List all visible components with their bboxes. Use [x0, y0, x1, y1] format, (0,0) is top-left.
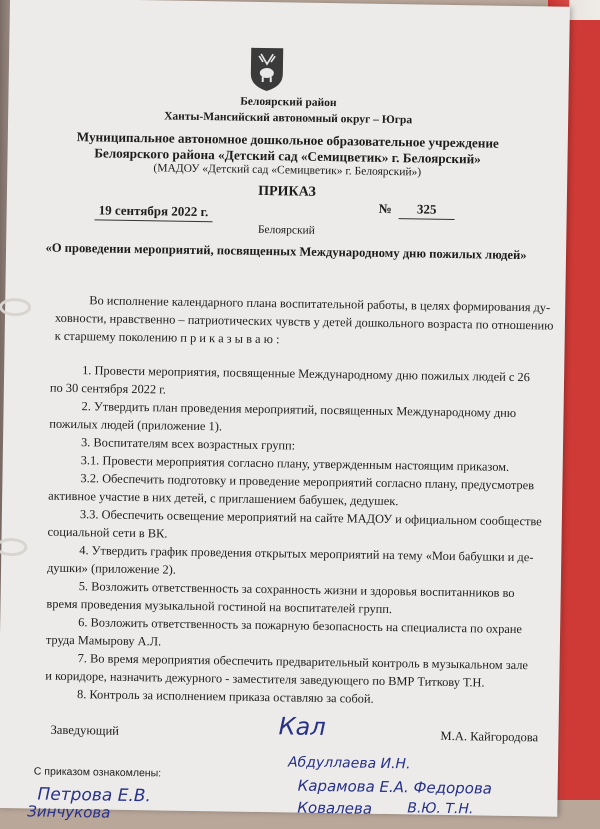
acknowledged-label: С приказом ознакомлены:	[33, 765, 162, 780]
org-name-line2: Белоярского района «Детский сад «Семицветик» г. Белоярский»	[94, 145, 481, 167]
handwritten-signature: В.Ю. Т.Н.	[407, 800, 474, 818]
order-item-line: 3.2. Обеспечить подготовку и проведение мероприятий согласно плану, предусмотрев	[80, 471, 535, 493]
order-subject: «О проведении мероприятий, посвященных Международному дню пожилых людей»	[45, 240, 527, 263]
city-name: Белоярский	[257, 223, 315, 237]
order-item-line: 5. Возложить ответственность за сохранность жизни и здоровья воспитанников во	[78, 579, 515, 600]
order-item-line: душки» (приложение 2).	[46, 560, 176, 577]
order-item-line: 8. Контроль за исполнением приказа оставляю за собой.	[76, 687, 374, 706]
number-label: №	[378, 200, 392, 217]
org-short-name: (МАДОУ «Детский сад «Семицветик» г. Белоярский»)	[153, 162, 422, 179]
order-item-line: 2. Утвердить план проведения мероприятий, посвященных Международному дню	[81, 399, 517, 420]
handwritten-signature: Карамова Е.А. Федорова	[297, 776, 493, 798]
document-title: ПРИКАЗ	[258, 183, 316, 200]
signatory-name: М.А. Кайгородова	[440, 728, 539, 745]
signatory-position: Заведующий	[50, 722, 120, 738]
intro-line: ховности, нравственно – патриотических чувств у детей дошкольного возраста по отношению	[54, 310, 554, 333]
director-signature: Кал	[278, 712, 326, 742]
order-item-line: по 30 сентября 2022 г.	[49, 380, 167, 397]
order-item-line: активное участие в них детей, с приглашением бабушек, дедушек.	[48, 488, 399, 509]
handwritten-signature: Петрова Е.В.	[37, 784, 152, 807]
order-item-line: труда Мамырову А.Л.	[45, 632, 162, 649]
org-name-line1: Муниципальное автономное дошкольное образовательное учреждение	[76, 129, 499, 151]
order-item-line: 3. Воспитателям всех возрастных групп:	[80, 435, 296, 453]
order-date: 19 сентября 2022 г.	[95, 201, 213, 222]
intro-line: Во исполнение календарного плана воспитательной работы, в целях формирования ду-	[89, 293, 551, 315]
order-item-line: 3.3. Обеспечить освещение мероприятий на сайте МАДОУ и официальном сообществе	[79, 507, 542, 529]
order-number: 325	[399, 200, 455, 220]
order-item-line: 6. Возложить ответственность за пожарную безопасность на специалиста по охране	[78, 615, 523, 637]
okrug-name: Ханты-Мансийский автономный округ – Югра	[164, 110, 413, 127]
handwritten-signature: Ковалева	[297, 798, 373, 818]
binder-ring	[0, 538, 28, 557]
order-item-line: 3.1. Провести мероприятия согласно плану, утвержденным настоящим приказом.	[80, 453, 510, 474]
order-item-line: пожилых людей (приложение 1).	[49, 416, 223, 434]
district-name: Белоярский район	[240, 95, 337, 110]
order-item-line: 1. Провести мероприятия, посвященные Международному дню пожилых людей с 26	[82, 363, 530, 385]
order-item-line: 7. Во время мероприятия обеспечить предварительный контроль в музыкальном зале	[77, 651, 529, 673]
handwritten-signature: Зинчукова	[27, 802, 111, 822]
order-item-line: время проведения музыкальной гостиной на воспитателей групп.	[46, 596, 393, 617]
order-item-line: 4. Утвердить график проведения открытых мероприятий на тему «Мои бабушки и де-	[79, 543, 534, 565]
intro-line: к старшему поколению п р и к а з ы в а ю :	[54, 328, 280, 347]
order-item-line: социальной сети в ВК.	[47, 524, 168, 541]
handwritten-signature: Абдуллаева И.Н.	[287, 754, 411, 773]
order-item-line: и коридоре, назначить дежурного - заместителя заведующего по ВМР Титкову Т.Н.	[45, 668, 485, 690]
binder-ring	[0, 298, 31, 317]
bear-crest-icon	[249, 46, 286, 93]
